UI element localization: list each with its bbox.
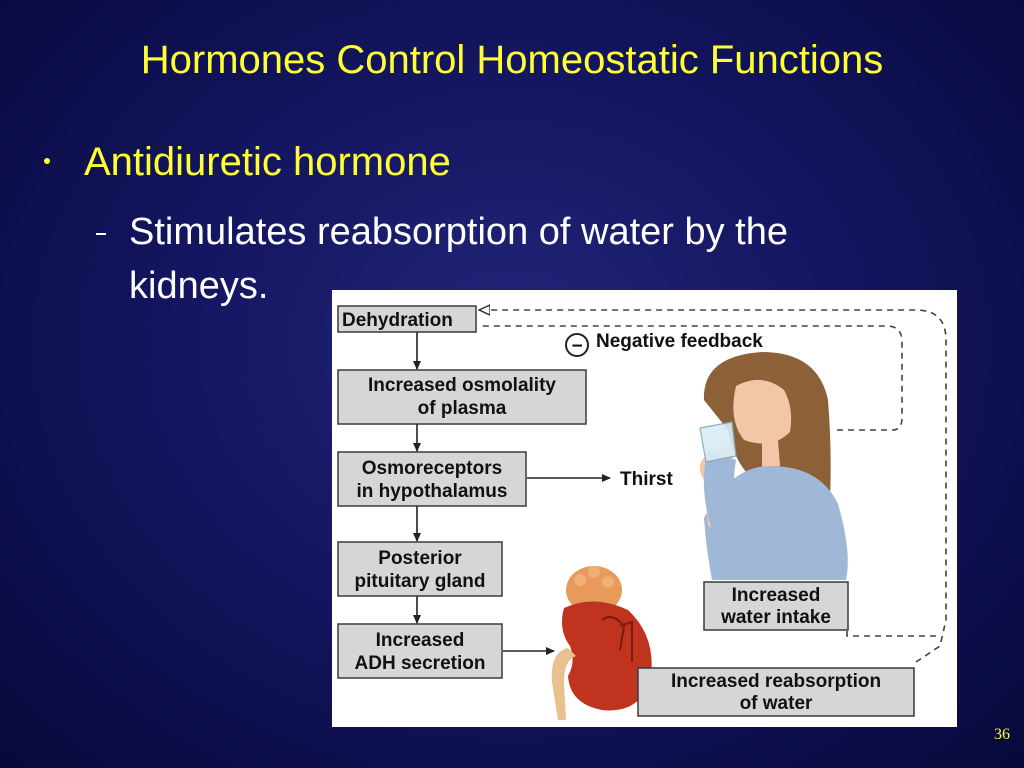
svg-text:of plasma: of plasma [417, 398, 507, 419]
svg-text:water intake: water intake [721, 607, 831, 628]
svg-text:Increased osmolality: Increased osmolality [368, 375, 556, 396]
kidney-illustration [552, 566, 652, 720]
box-increased-water-intake [704, 582, 848, 630]
negative-feedback-label [566, 331, 763, 357]
box-osmoreceptors [338, 452, 526, 506]
svg-text:ADH secretion: ADH secretion [354, 653, 486, 674]
bullet-text: Antidiuretic hormone [84, 140, 451, 184]
woman-drinking-illustration [700, 352, 848, 580]
thirst-label: Thirst [620, 469, 673, 490]
sub-bullet-text: Stimulates reabsorption of water by the kidneys. [129, 211, 789, 307]
feedback-loop-water [847, 620, 940, 636]
minus-symbol: − [571, 336, 583, 357]
svg-text:Dehydration: Dehydration [342, 310, 453, 331]
svg-text:Osmoreceptors: Osmoreceptors [361, 458, 503, 479]
svg-text:Increased reabsorption: Increased reabsorption [670, 671, 882, 692]
bullet-dot-icon [44, 158, 50, 164]
adh-feedback-diagram [332, 290, 957, 727]
box-increased-osmolality [338, 370, 586, 424]
svg-text:of water: of water [739, 693, 813, 714]
box-increased-adh [338, 624, 502, 678]
svg-text:Increased: Increased [375, 630, 465, 651]
box-dehydration [338, 306, 476, 332]
dash-icon [96, 233, 106, 235]
slide-title: Hormones Control Homeostatic Functions [140, 38, 884, 82]
box-posterior-pituitary [338, 542, 502, 596]
svg-text:Increased: Increased [731, 585, 821, 606]
svg-text:Posterior: Posterior [378, 548, 462, 569]
svg-text:pituitary gland: pituitary gland [354, 571, 486, 592]
svg-text:in hypothalamus: in hypothalamus [356, 481, 508, 502]
box-increased-reabsorption [638, 668, 914, 716]
slide-number: 36 [994, 726, 1010, 743]
negative-feedback-text: Negative feedback [596, 331, 763, 352]
